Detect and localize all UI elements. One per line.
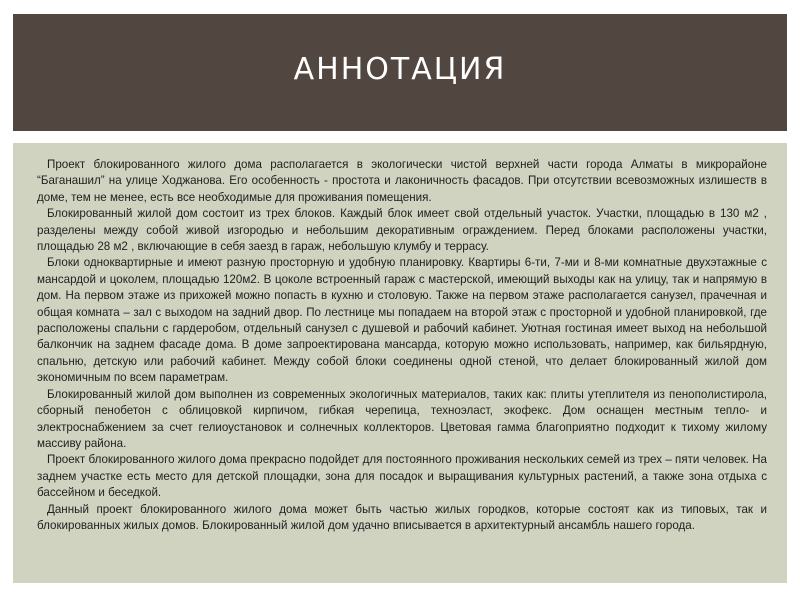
paragraph-residents: Проект блокированного жилого дома прекрасно подойдет для постоянного проживания нескольких семей из трех – пяти человек. На заднем участке есть место для детской площадки, зона для посадок и выращивания культурных растений, а также зона отдыха с бассейном и беседкой. (37, 453, 767, 500)
annotation-text-box (13, 143, 787, 583)
paragraph-materials: Блокированный жилой дом выполнен из современных экологичных материалов, таких как: плиты утеплителя из пенополистирола, сборный пенобетон с облицовкой кирпичом, гибкая черепица, техноэласт, экофекс. Дом оснащен местным тепло- и электроснабжением за счет гелиоустановок и солнечных коллекторов. Цветовая гамма благоприятно подходит к тихому жилому массиву района. (37, 387, 767, 450)
slide-title: АННОТАЦИЯ (293, 51, 507, 87)
paragraph-location: Проект блокированного жилого дома располагается в экологически чистой верхней части города Алматы в микрорайоне “Баганашил” на улице Ходжанова. Его особенность - простота и лаконичность фасадов. При отсутствии всевозможных излишеств в доме, тем не менее, есть все необходимые для проживания помещения. (37, 158, 767, 204)
paragraph-blocks: Блокированный жилой дом состоит из трех блоков. Каждый блок имеет свой отдельный участок. Участки, площадью в 130 м2 , разделены между собой живой изгородью и небольшим декоративным ограждением. Перед блоками расположены участки, площадью 28 м2 , включающие в себя заезд в гараж, небольшую клумбу и террасу. (37, 207, 767, 254)
paragraph-layout: Блоки одноквартирные и имеют разную просторную и удобную планировку. Квартиры 6-ти, 7-ми и 8-ми комнатные двухэтажные с мансардой и цоколем, площадью 120м2. В цоколе встроенный гараж с мастерской, имеющий выходы как на улицу, так и напрямую в дом. На первом этаже из прихожей можно попасть в кухню и столовую. Также на первом этаже располагается санузел, прачечная и общая комната – зал с выходом на задний двор. По лестнице мы попадаем на второй этаж с просторной и удобной планировкой, где расположены спальни с гардеробом, отдельный санузел с душевой и рабочий кабинет. Уютная гостиная имеет выход на небольшой балкончик на заднем фасаде дома. В доме запроектирована мансарда, которую можно использовать, например, как бильярдную, спальню, детскую или рабочий кабинет. Между собой блоки соединены одной стеной, что делает блокированный жилой дом экономичным по всем параметрам. (37, 256, 767, 385)
title-bar (13, 14, 787, 131)
paragraph-ensemble: Данный проект блокированного жилого дома может быть частью жилых городков, которые состоят как из типовых, так и блокированных жилых домов. Блокированный жилой дом удачно вписывается в архитектурный ансамбль нашего города. (37, 502, 767, 532)
